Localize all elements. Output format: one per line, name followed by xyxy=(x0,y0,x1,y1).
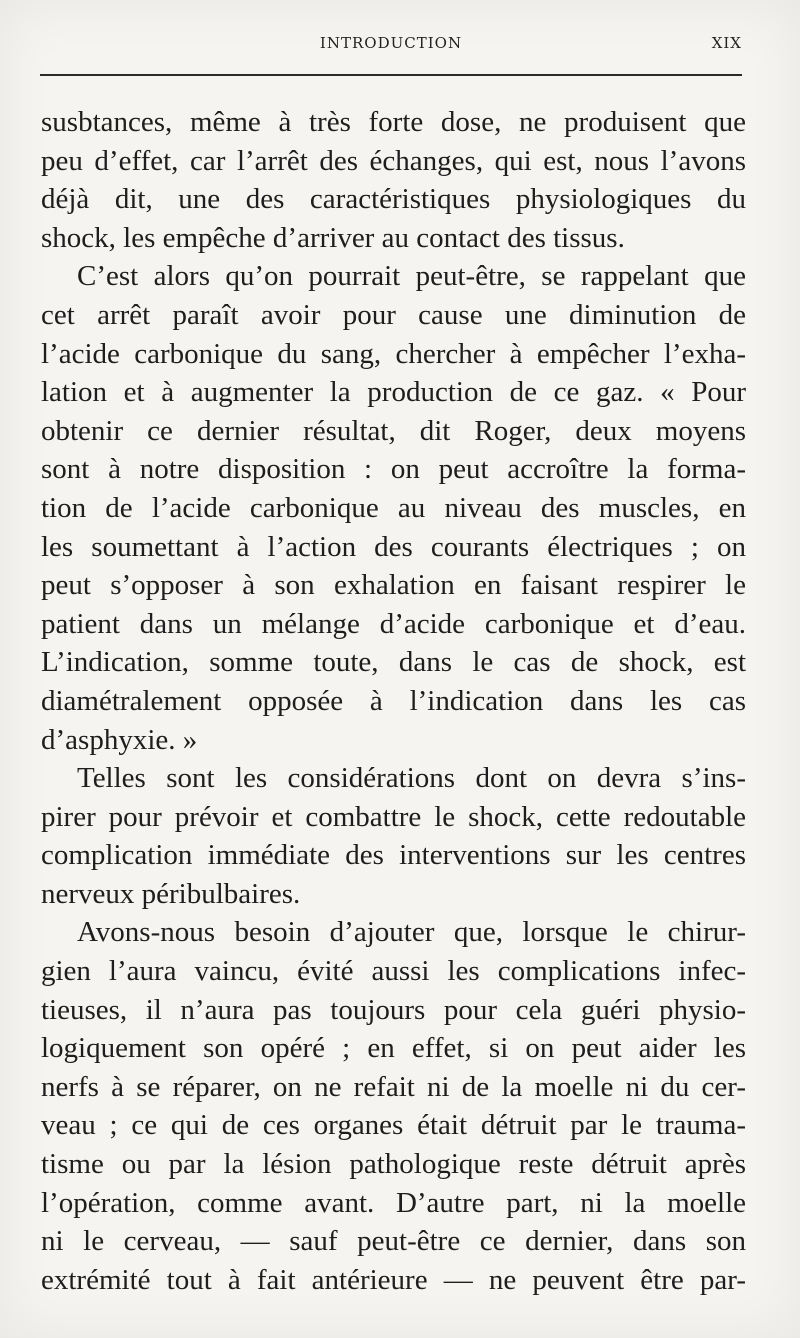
text-line: lation et à augmenter la production de ce gaz. « Pour xyxy=(41,376,746,409)
text-line: cet arrêt paraît avoir pour cause une diminution de xyxy=(41,298,746,331)
text-line: diamétralement opposée à l’indication dans les cas xyxy=(41,684,746,717)
text-line: tion de l’acide carbonique au niveau des muscles, en xyxy=(41,491,746,524)
page-header xyxy=(40,34,742,56)
text-line: nerveux péribulbaires. xyxy=(41,877,301,910)
text-line: tieuses, il n’aura pas toujours pour cela guéri physio- xyxy=(41,993,746,1026)
text-line: susbtances, même à très forte dose, ne produisent que xyxy=(41,106,746,138)
body-text xyxy=(41,103,746,1299)
text-line: complication immédiate des interventions sur les centres xyxy=(41,839,746,872)
text-line: Telles sont les considérations dont on devra s’ins- xyxy=(77,762,746,795)
text-line: obtenir ce dernier résultat, dit Roger, deux moyens xyxy=(41,414,746,447)
text-line: l’opération, comme avant. D’autre part, ni la moelle xyxy=(41,1186,746,1219)
text-line: extrémité tout à fait antérieure — ne peuvent être par- xyxy=(41,1263,746,1296)
text-line: nerfs à se réparer, on ne refait ni de la moelle ni du cer- xyxy=(41,1070,746,1103)
text-line: sont à notre disposition : on peut accroître la forma- xyxy=(41,453,746,486)
text-line: shock, les empêche d’arriver au contact des tissus. xyxy=(41,221,625,254)
text-line: logiquement son opéré ; en effet, si on peut aider les xyxy=(41,1032,746,1065)
text-line: patient dans un mélange d’acide carbonique et d’eau. xyxy=(41,607,746,640)
text-line: peut s’opposer à son exhalation en faisant respirer le xyxy=(41,569,746,602)
text-line: veau ; ce qui de ces organes était détruit par le trauma- xyxy=(41,1109,746,1142)
text-line: d’asphyxie. » xyxy=(41,723,198,756)
text-line: ni le cerveau, — sauf peut-être ce dernier, dans son xyxy=(41,1225,746,1258)
text-line: L’indication, somme toute, dans le cas de shock, est xyxy=(41,646,746,679)
text-line: pirer pour prévoir et combattre le shock, cette redoutable xyxy=(41,800,746,833)
text-line: gien l’aura vaincu, évité aussi les complications infec- xyxy=(41,955,746,988)
text-line: C’est alors qu’on pourrait peut-être, se rappelant que xyxy=(77,260,746,293)
text-line: l’acide carbonique du sang, chercher à empêcher l’exha- xyxy=(41,337,746,370)
text-line: Avons-nous besoin d’ajouter que, lorsque le chirur- xyxy=(77,916,746,949)
page-number: XIX xyxy=(711,34,742,52)
running-title: INTRODUCTION xyxy=(319,34,463,52)
text-line: peu d’effet, car l’arrêt des échanges, qui est, nous l’avons xyxy=(41,144,746,177)
text-line: les soumettant à l’action des courants électriques ; on xyxy=(41,530,746,563)
text-line: déjà dit, une des caractéristiques physiologiques du xyxy=(41,183,746,216)
header-rule xyxy=(40,74,742,76)
text-line: tisme ou par la lésion pathologique reste détruit après xyxy=(41,1148,746,1181)
